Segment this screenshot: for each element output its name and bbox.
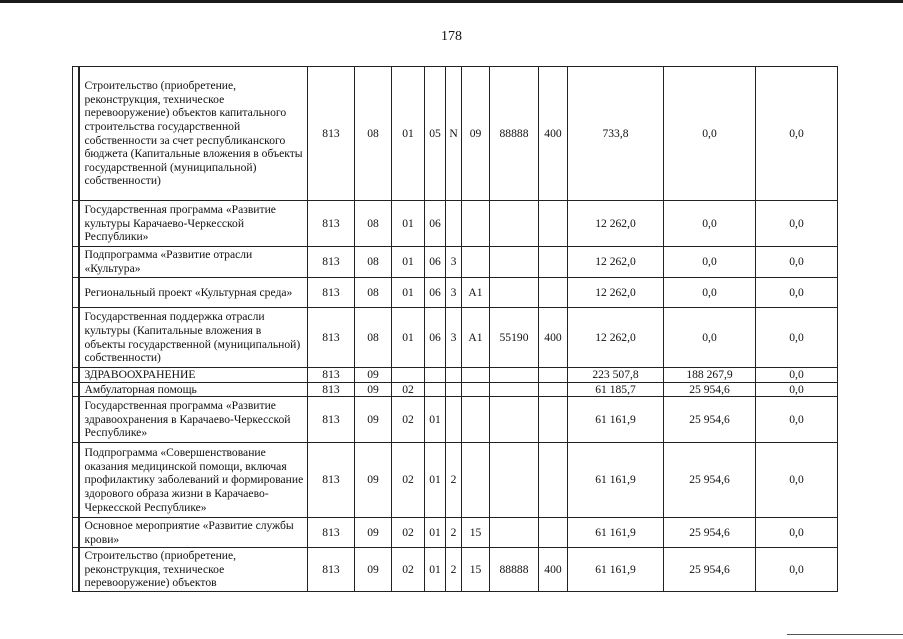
section-code: 08 — [355, 67, 392, 201]
amount-year-2: 25 954,6 — [664, 443, 756, 518]
direction-code — [490, 278, 539, 308]
subprogram-code: 2 — [446, 518, 462, 548]
subprogram-code: N — [446, 67, 462, 201]
subsection-code: 01 — [392, 278, 425, 308]
measure-code — [462, 368, 490, 383]
program-code: 01 — [425, 443, 446, 518]
subprogram-code — [446, 201, 462, 247]
amount-year-3: 0,0 — [756, 247, 838, 278]
table-row — [73, 201, 838, 247]
admin-code: 813 — [308, 278, 355, 308]
amount-year-1: 61 161,9 — [568, 443, 664, 518]
amount-year-1: 12 262,0 — [568, 278, 664, 308]
expense-type-code: 400 — [539, 67, 568, 201]
amount-year-1: 12 262,0 — [568, 308, 664, 368]
expense-type-code — [539, 443, 568, 518]
section-code: 08 — [355, 201, 392, 247]
measure-code — [462, 443, 490, 518]
amount-year-1: 733,8 — [568, 67, 664, 201]
direction-code: 55190 — [490, 308, 539, 368]
row-name-cell: Строительство (приобретение, реконструкция, техническое перевооружение) объектов капитального строительства государственной собственности за счет республиканского бюджета (Капитальные вложения в объекты государственной (муниципальной) собственности) — [79, 67, 308, 201]
program-code: 06 — [425, 201, 446, 247]
expense-type-code — [539, 278, 568, 308]
section-code: 09 — [355, 368, 392, 383]
amount-year-1: 12 262,0 — [568, 247, 664, 278]
measure-code: A1 — [462, 278, 490, 308]
subprogram-code — [446, 382, 462, 397]
admin-code: 813 — [308, 308, 355, 368]
section-code: 09 — [355, 382, 392, 397]
program-code: 01 — [425, 548, 446, 592]
budget-table-body — [73, 67, 838, 592]
amount-year-1: 61 161,9 — [568, 548, 664, 592]
amount-year-1: 61 185,7 — [568, 382, 664, 397]
table-row — [73, 382, 838, 397]
measure-code: 15 — [462, 518, 490, 548]
measure-code — [462, 201, 490, 247]
admin-code: 813 — [308, 443, 355, 518]
budget-table — [72, 66, 838, 592]
expense-type-code — [539, 368, 568, 383]
row-name-cell: Государственная программа «Развитие культуры Карачаево-Черкесской Республики» — [79, 201, 308, 247]
subprogram-code: 2 — [446, 443, 462, 518]
measure-code — [462, 382, 490, 397]
table-row — [73, 247, 838, 278]
subsection-code: 02 — [392, 518, 425, 548]
measure-code: 15 — [462, 548, 490, 592]
direction-code — [490, 247, 539, 278]
expense-type-code — [539, 247, 568, 278]
direction-code — [490, 518, 539, 548]
table-row — [73, 368, 838, 383]
measure-code — [462, 397, 490, 443]
admin-code: 813 — [308, 67, 355, 201]
amount-year-3: 0,0 — [756, 368, 838, 383]
amount-year-3: 0,0 — [756, 548, 838, 592]
measure-code: A1 — [462, 308, 490, 368]
section-code: 08 — [355, 308, 392, 368]
expense-type-code: 400 — [539, 548, 568, 592]
section-code: 09 — [355, 397, 392, 443]
direction-code — [490, 382, 539, 397]
amount-year-1: 12 262,0 — [568, 201, 664, 247]
direction-code — [490, 443, 539, 518]
amount-year-3: 0,0 — [756, 397, 838, 443]
amount-year-1: 61 161,9 — [568, 397, 664, 443]
top-border-line — [0, 0, 903, 3]
table-row — [73, 67, 838, 201]
program-code — [425, 382, 446, 397]
subsection-code: 01 — [392, 247, 425, 278]
program-code: 01 — [425, 397, 446, 443]
table-row — [73, 397, 838, 443]
row-name-cell: Строительство (приобретение, реконструкция, техническое перевооружение) объектов — [79, 548, 308, 592]
direction-code — [490, 397, 539, 443]
program-code — [425, 368, 446, 383]
amount-year-2: 188 267,9 — [664, 368, 756, 383]
amount-year-2: 25 954,6 — [664, 382, 756, 397]
amount-year-1: 61 161,9 — [568, 518, 664, 548]
row-name-cell: Подпрограмма «Совершенствование оказания медицинской помощи, включая профилактику заболеваний и формирование здорового образа жизни в Карачаево-Черкесской Республике» — [79, 443, 308, 518]
subsection-code: 02 — [392, 548, 425, 592]
subsection-code: 02 — [392, 397, 425, 443]
row-name-cell: Государственная программа «Развитие здравоохранения в Карачаево-Черкесской Республике» — [79, 397, 308, 443]
subsection-code: 01 — [392, 201, 425, 247]
expense-type-code: 400 — [539, 308, 568, 368]
admin-code: 813 — [308, 368, 355, 383]
program-code: 06 — [425, 278, 446, 308]
program-code: 06 — [425, 308, 446, 368]
section-code: 09 — [355, 443, 392, 518]
amount-year-2: 25 954,6 — [664, 397, 756, 443]
table-row — [73, 518, 838, 548]
amount-year-3: 0,0 — [756, 518, 838, 548]
expense-type-code — [539, 382, 568, 397]
program-code: 05 — [425, 67, 446, 201]
expense-type-code — [539, 201, 568, 247]
table-row — [73, 548, 838, 592]
amount-year-2: 0,0 — [664, 67, 756, 201]
subprogram-code: 3 — [446, 247, 462, 278]
admin-code: 813 — [308, 247, 355, 278]
amount-year-3: 0,0 — [756, 67, 838, 201]
direction-code — [490, 368, 539, 383]
subsection-code: 02 — [392, 443, 425, 518]
admin-code: 813 — [308, 548, 355, 592]
subprogram-code — [446, 368, 462, 383]
admin-code: 813 — [308, 382, 355, 397]
amount-year-3: 0,0 — [756, 443, 838, 518]
amount-year-3: 0,0 — [756, 308, 838, 368]
amount-year-2: 0,0 — [664, 201, 756, 247]
row-name-cell: ЗДРАВООХРАНЕНИЕ — [79, 368, 308, 383]
row-name-cell: Региональный проект «Культурная среда» — [79, 278, 308, 308]
page-number: 178 — [441, 29, 462, 44]
subsection-code: 02 — [392, 382, 425, 397]
admin-code: 813 — [308, 397, 355, 443]
amount-year-1: 223 507,8 — [568, 368, 664, 383]
amount-year-2: 25 954,6 — [664, 548, 756, 592]
expense-type-code — [539, 397, 568, 443]
subprogram-code — [446, 397, 462, 443]
program-code: 06 — [425, 247, 446, 278]
expense-type-code — [539, 518, 568, 548]
amount-year-3: 0,0 — [756, 201, 838, 247]
amount-year-3: 0,0 — [756, 278, 838, 308]
subprogram-code: 2 — [446, 548, 462, 592]
section-code: 08 — [355, 247, 392, 278]
amount-year-3: 0,0 — [756, 382, 838, 397]
subsection-code: 01 — [392, 308, 425, 368]
program-code: 01 — [425, 518, 446, 548]
row-name-cell: Основное мероприятие «Развитие службы крови» — [79, 518, 308, 548]
row-name-cell: Амбулаторная помощь — [79, 382, 308, 397]
subsection-code: 01 — [392, 67, 425, 201]
bottom-rule — [787, 634, 903, 635]
section-code: 09 — [355, 548, 392, 592]
measure-code — [462, 247, 490, 278]
table-row — [73, 308, 838, 368]
admin-code: 813 — [308, 201, 355, 247]
table-row — [73, 278, 838, 308]
direction-code: 88888 — [490, 548, 539, 592]
amount-year-2: 0,0 — [664, 278, 756, 308]
subsection-code — [392, 368, 425, 383]
row-name-cell: Подпрограмма «Развитие отрасли «Культура» — [79, 247, 308, 278]
amount-year-2: 25 954,6 — [664, 518, 756, 548]
direction-code: 88888 — [490, 67, 539, 201]
admin-code: 813 — [308, 518, 355, 548]
measure-code: 09 — [462, 67, 490, 201]
section-code: 08 — [355, 278, 392, 308]
amount-year-2: 0,0 — [664, 247, 756, 278]
direction-code — [490, 201, 539, 247]
subprogram-code: 3 — [446, 278, 462, 308]
amount-year-2: 0,0 — [664, 308, 756, 368]
section-code: 09 — [355, 518, 392, 548]
subprogram-code: 3 — [446, 308, 462, 368]
table-row — [73, 443, 838, 518]
row-name-cell: Государственная поддержка отрасли культуры (Капитальные вложения в объекты государственной (муниципальной) собственности) — [79, 308, 308, 368]
